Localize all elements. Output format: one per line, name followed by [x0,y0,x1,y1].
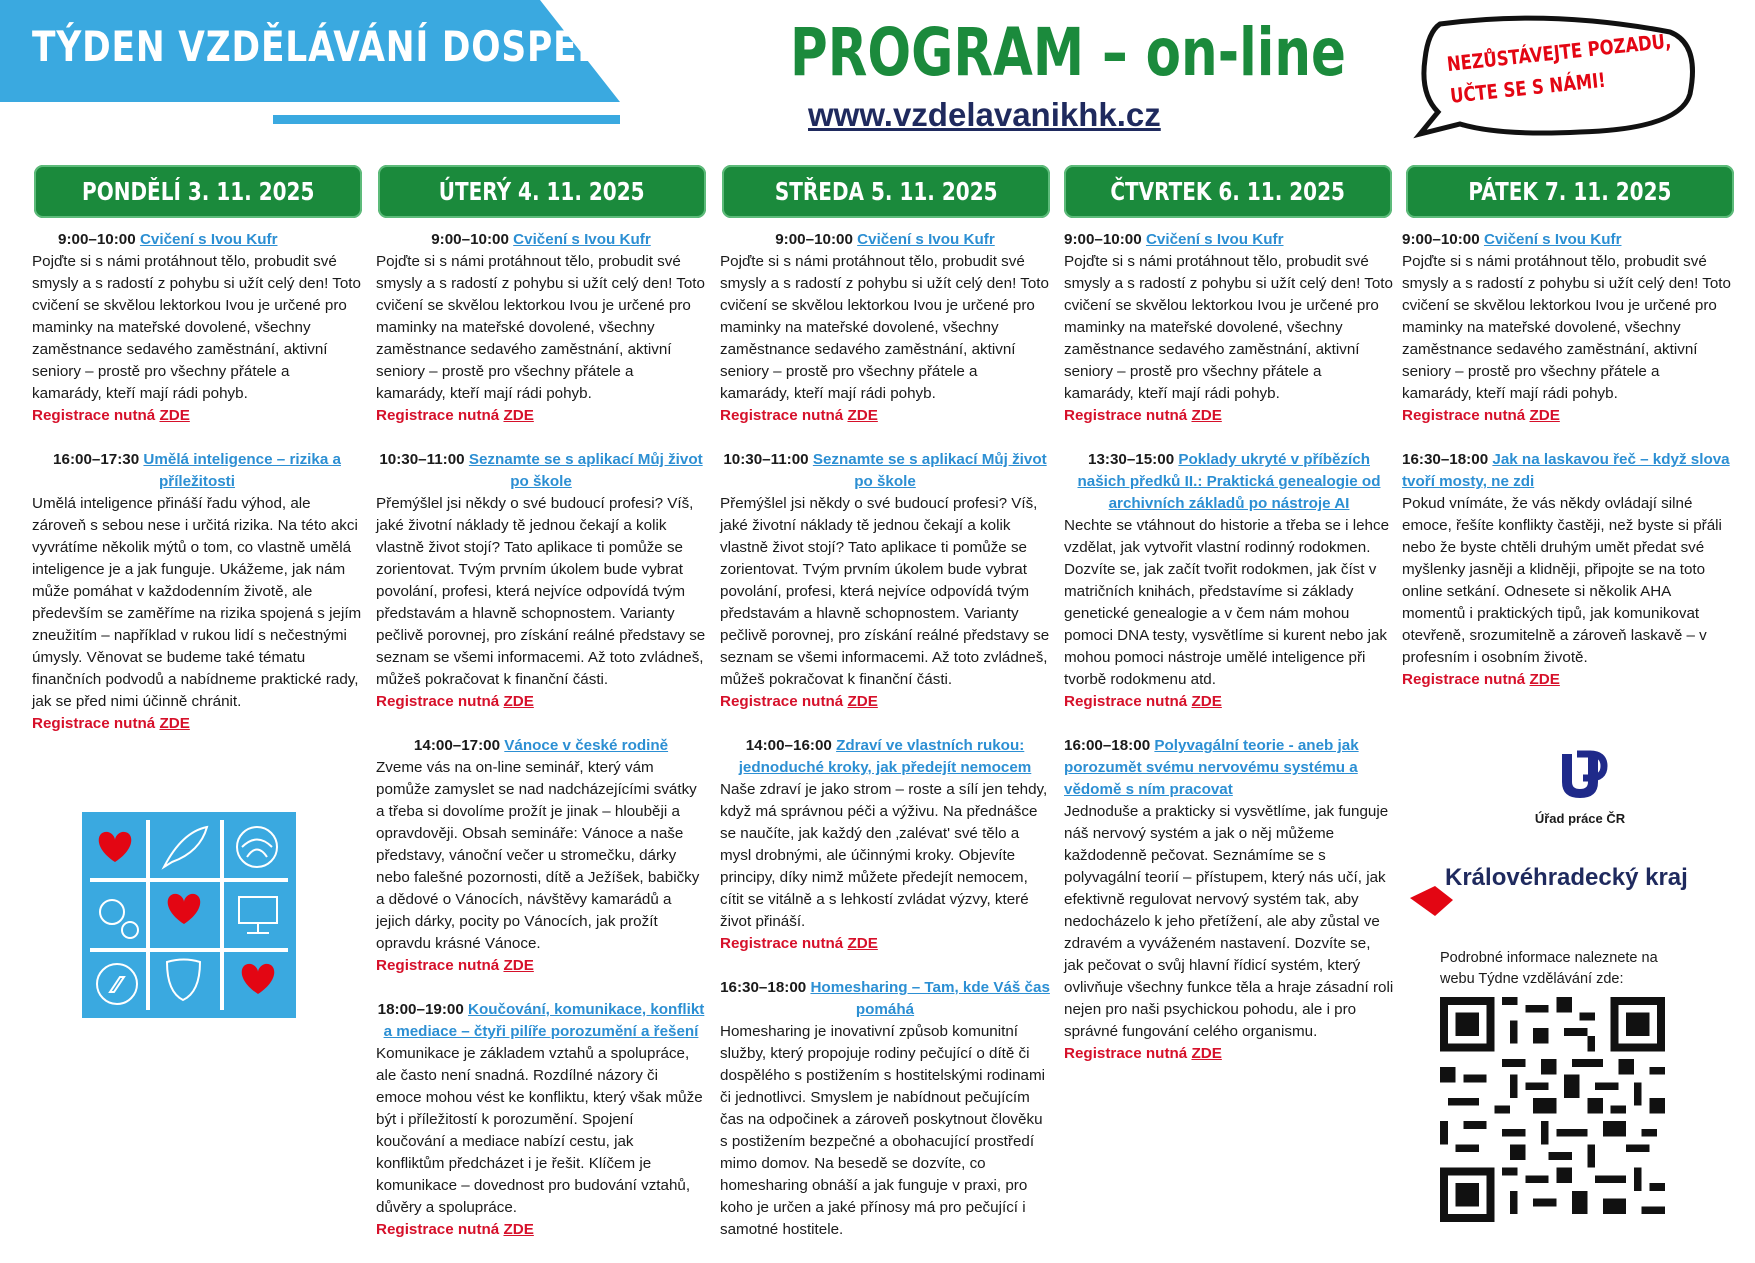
day-header-tuesday: ÚTERÝ 4. 11. 2025 [378,165,706,218]
event-time: 10:30–11:00 [379,451,465,468]
registration-link[interactable]: ZDE [1529,671,1560,688]
registration-line: Registrace nutná ZDE [376,693,534,710]
event-link[interactable]: Poklady ukryté v příbězích našich předků II.: Praktická genealogie od archivních základů po nástroje AI [1077,451,1381,512]
info-text: Podrobné informace naleznete na webu Týdne vzdělávání zde: [1440,950,1658,987]
event-card [1064,735,1394,1065]
event-link[interactable]: Cvičení s Ivou Kufr [1145,231,1284,248]
event-time: 9:00–10:00 [58,231,136,248]
registration-link[interactable]: ZDE [1191,693,1222,710]
registration-line: Registrace nutná ZDE [720,935,878,952]
event-time: 16:00–18:00 [1064,737,1151,754]
event-time: 9:00–10:00 [1064,231,1142,248]
event-card [1064,449,1394,713]
column-thursday [1064,229,1394,1087]
event-description: Pojďte si s námi protáhnout tělo, probudit své smysly a s radostí z pohybu si užít celý den! Toto cvičení se skvělou lektorkou Ivou je určené pro maminky na mateřské dovolené, všechny zaměstnance sedavého zaměstnání, aktivní seniory – prostě pro všechny přátele a kamarády, kteří mají rádi pohyb. [32,253,361,402]
event-link[interactable]: Seznamte se s aplikací Můj život po škole [812,451,1047,490]
website-link[interactable]: www.vzdelavanikhk.cz [808,96,1161,133]
column-wednesday [720,229,1050,1263]
registration-link[interactable]: ZDE [1191,1045,1222,1062]
event-time: 9:00–10:00 [775,231,853,248]
event-description: Homesharing je inovativní způsob komunitní služby, který propojuje rodiny pečující o dítě či dospělého s postižením s hostitelskými rodinami či jednotlivci. Smyslem je nabídnout pečujícím čas na odpočinek a zároveň poskytnout člověku s postižením bezpečné a obohacující prostředí mimo domov. Na besedě se dozvíte, co homesharing obnáší a jak funguje v praxi, pro koho je určen a jaké přínosy má pro pečující i samotné hostitele. [720,1023,1045,1238]
registration-line: Registrace nutná ZDE [376,1221,534,1238]
event-description: Zveme vás na on-line seminář, který vám pomůže zamyslet se nad nadcházejícími svátky a třeba si dovolíme prožít je jinak – hlouběji a opravdověji. Obsah semináře: Vánoce a naše představy, vánoční večer u stromečku, dárky nebo falešné pozornosti, dítě a Ježíšek, babičky a dědové o Vánocích, návštěvy kamarádů a jejich dárky, pocity po Vánocích, jak prožít opravdu krásné Vánoce. [376,759,700,952]
event-link[interactable]: Vánoce v české rodině [504,737,669,754]
tic-tac-toe-illustration [82,812,296,1018]
event-card [376,449,706,713]
event-time: 18:00–19:00 [377,1001,464,1018]
event-description: Jednoduše a prakticky si vysvětlíme, jak funguje náš nervový systém a jak o něj můžeme každodenně pečovat. Seznámíme se s polyvagální teorií – přístupem, který nás učí, jak efektivně regulovat nervový systém tak, aby nedocházelo k jeho přetížení, ale aby zůstal ve zdravém a vyváženém nastavení. Dozvíte se, jak pečovat o svůj hlavní řídicí systém, který ovlivňuje všechny funkce těla a hraje zásadní roli nejen pro naši psychickou pohodu, ale i pro správné fungování celého organismu. [1064,803,1394,1040]
event-description: Naše zdraví je jako strom – roste a sílí jen tehdy, když má správnou péči a výživu. Na přednášce se naučíte, jak každý den ‚zalévat' své tělo a mysl drobnými, ale účinnými kroky. Objevíte principy, díky nimž můžete předejít nemocem, cítit se vitálně a s lehkostí zvládat výzvy, které život přináší. [720,781,1048,930]
registration-link[interactable]: ZDE [503,1221,534,1238]
registration-line: Registrace nutná ZDE [376,407,534,424]
event-description: Komunikace je základem vztahů a spolupráce, ale často není snadná. Rozdílné názory či emoce mohou vést ke konfliktu, který však může být i příležitostí k porozumění. Spojení koučování a mediace nabízí cestu, jak konfliktům předcházet i je řešit. Klíčem je komunikace – dovednost pro budování vztahů, důvěry a spolupráce. [376,1045,703,1216]
event-card [1402,449,1732,691]
event-time: 14:00–16:00 [745,737,832,754]
event-link[interactable]: Cvičení s Ivou Kufr [513,231,651,248]
event-time: 9:00–10:00 [431,231,509,248]
event-link[interactable]: Cvičení s Ivou Kufr [857,231,995,248]
registration-link[interactable]: ZDE [503,693,534,710]
event-card [720,449,1050,713]
kraj-name: Královéhradecký kraj [1445,864,1688,891]
event-time: 16:00–17:30 [53,451,140,468]
registration-line: Registrace nutná ZDE [1064,407,1222,424]
registration-line: Registrace nutná ZDE [32,715,190,732]
registration-line: Registrace nutná ZDE [720,407,878,424]
event-card [720,977,1050,1241]
urad-prace-logo [1515,748,1645,826]
registration-link[interactable]: ZDE [847,407,878,424]
event-card [376,735,706,977]
event-time: 16:30–18:00 [720,979,807,996]
registration-link[interactable]: ZDE [503,407,534,424]
banner-title: TÝDEN VZDĚLÁVÁNÍ DOSPĚLÝCH [32,22,676,71]
event-time: 9:00–10:00 [1402,231,1480,248]
event-card [32,229,362,427]
event-card [32,449,362,735]
banner-underline [273,115,620,124]
registration-link[interactable]: ZDE [1529,407,1560,424]
registration-link[interactable]: ZDE [847,935,878,952]
event-description: Nechte se vtáhnout do historie a třeba se i lehce vzdělat, jak vytvořit vlastní rodinný rodokmen. Dozvíte se, jak začít tvořit rodokmen, jak číst v matričních knihách, představíme si základy genetické genealogie a v čem nám mohou pomoci DNA testy, vysvětlíme si kurent nebo jak mohou pomoci nástroje umělé inteligence při tvorbě rodokmenu atd. [1064,517,1390,688]
event-link[interactable]: Koučování, komunikace, konflikt a mediace – čtyři pilíře porozumění a řešení [383,1001,705,1040]
event-description: Pojďte si s námi protáhnout tělo, probudit své smysly a s radostí z pohybu si užít celý den! Toto cvičení se skvělou lektorkou Ivou je určené pro maminky na mateřské dovolené, všechny zaměstnance sedavého zaměstnání, aktivní seniory – prostě pro všechny přátele a kamarády, kteří mají rádi pohyb. [1064,253,1393,402]
event-card [1064,229,1394,427]
qr-code[interactable] [1440,997,1665,1222]
registration-line: Registrace nutná ZDE [32,407,190,424]
event-description: Pojďte si s námi protáhnout tělo, probudit své smysly a s radostí z pohybu si užít celý den! Toto cvičení se skvělou lektorkou Ivou je určené pro maminky na mateřské dovolené, všechny zaměstnance sedavého zaměstnání, aktivní seniory – prostě pro všechny přátele a kamarády, kteří mají rádi pohyb. [376,253,705,402]
registration-link[interactable]: ZDE [1191,407,1222,424]
speech-bubble-text: NEZŮSTÁVEJTE POZADU, UČTE SE S NÁMI! [1445,28,1673,108]
column-friday [1402,229,1732,713]
event-link[interactable]: Cvičení s Ivou Kufr [1483,231,1622,248]
program-title: PROGRAM – on-line [790,14,1346,91]
event-link[interactable]: Umělá inteligence – rizika a příležitosti [143,451,341,490]
column-tuesday [376,229,706,1263]
event-link[interactable]: Polyvagální teorie - aneb jak porozumět svému nervovému systému a vědomě s ním pracovat [1064,737,1359,798]
event-link[interactable]: Homesharing – Tam, kde Váš čas pomáhá [810,979,1050,1018]
event-link[interactable]: Seznamte se s aplikací Můj život po škole [468,451,703,490]
event-description: Pojďte si s námi protáhnout tělo, probudit své smysly a s radostí z pohybu si užít celý den! Toto cvičení se skvělou lektorkou Ivou je určené pro maminky na mateřské dovolené, všechny zaměstnance sedavého zaměstnání, aktivní seniory – prostě pro všechny přátele a kamarády, kteří mají rádi pohyb. [1402,253,1731,402]
day-header-thursday: ČTVRTEK 6. 11. 2025 [1064,165,1392,218]
event-time: 16:30–18:00 [1402,451,1489,468]
event-card [376,999,706,1241]
day-header-monday: PONDĚLÍ 3. 11. 2025 [34,165,362,218]
column-monday [32,229,362,757]
event-description: Přemýšlel jsi někdy o své budoucí profesi? Víš, jaké životní náklady tě jednou čekají a kolik vlastně život stojí? Tato aplikace ti pomůže se zorientovat. Tvým prvním úkolem bude vybrat povolání, profesi, která nejvíce odpovídá tvým představám a hlavně schopnostem. Varianty pečlivě porovnej, pro získání reálné představy se seznam se všemi informacemi. Až toto zvládneš, můžeš pokračovat k finanční části. [376,495,706,688]
event-card [720,735,1050,955]
event-time: 13:30–15:00 [1088,451,1175,468]
urad-prace-caption: Úřad práce ČR [1534,811,1626,826]
registration-line: Registrace nutná ZDE [1064,1045,1222,1062]
event-card [376,229,706,427]
registration-line: Registrace nutná ZDE [1402,671,1560,688]
registration-link[interactable]: ZDE [159,715,190,732]
registration-line: Registrace nutná ZDE [1402,407,1560,424]
event-link[interactable]: Cvičení s Ivou Kufr [139,231,278,248]
day-header-wednesday: STŘEDA 5. 11. 2025 [722,165,1050,218]
event-time: 14:00–17:00 [413,737,501,754]
event-link[interactable]: Zdraví ve vlastních rukou: jednoduché kroky, jak předejít nemocem [738,737,1032,776]
event-description: Pojďte si s námi protáhnout tělo, probudit své smysly a s radostí z pohybu si užít celý den! Toto cvičení se skvělou lektorkou Ivou je určené pro maminky na mateřské dovolené, všechny zaměstnance sedavého zaměstnání, aktivní seniory – prostě pro všechny přátele a kamarády, kteří mají rádi pohyb. [720,253,1049,402]
registration-line: Registrace nutná ZDE [1064,693,1222,710]
event-card [1402,229,1732,427]
urad-prace-icon [1550,748,1610,804]
registration-link[interactable]: ZDE [503,957,534,974]
event-description: Přemýšlel jsi někdy o své budoucí profesi? Víš, jaké životní náklady tě jednou čekají a kolik vlastně život stojí? Tato aplikace ti pomůže se zorientovat. Tvým prvním úkolem bude vybrat povolání, profesi, která nejvíce odpovídá tvým představám a hlavně schopnostem. Varianty pečlivě porovnej, pro získání reálné představy se seznam se všemi informacemi. Až toto zvládneš, můžeš pokračovat k finanční části. [720,495,1050,688]
event-description: Pokud vnímáte, že vás někdy ovládají silné emoce, řešíte konflikty častěji, než byste si přáli nebo že byste chtěli druhým umět předat své myšlenky jasněji a klidněji, připojte se na toto online setkání. Odnesete si několik AHA momentů i praktických tipů, jak komunikovat otevřeně, srozumitelně a zároveň laskavě – v profesním i osobním životě. [1402,495,1722,666]
registration-line: Registrace nutná ZDE [720,693,878,710]
event-link[interactable]: Jak na laskavou řeč – když slova tvoří mosty, ne zdi [1402,451,1730,490]
event-time: 10:30–11:00 [723,451,809,468]
event-description: Umělá inteligence přináší řadu výhod, ale zároveň s sebou nese i určitá rizika. Na této akci vyvrátíme několik mýtů o tom, co vlastně umělá inteligence je a jak funguje. Ukážeme, jak nám může pomáhat v každodenním životě, ale především se zaměříme na rizika spojená s jejím zneužitím – například v rukou lidí s nečestnými úmysly. Věnovat se budeme také tématu finančních podvodů a nabídneme praktické rady, jak se před nimi účinně chránit. [32,495,362,710]
registration-link[interactable]: ZDE [159,407,190,424]
day-header-friday: PÁTEK 7. 11. 2025 [1406,165,1734,218]
registration-link[interactable]: ZDE [847,693,878,710]
event-card [720,229,1050,427]
registration-line: Registrace nutná ZDE [376,957,534,974]
